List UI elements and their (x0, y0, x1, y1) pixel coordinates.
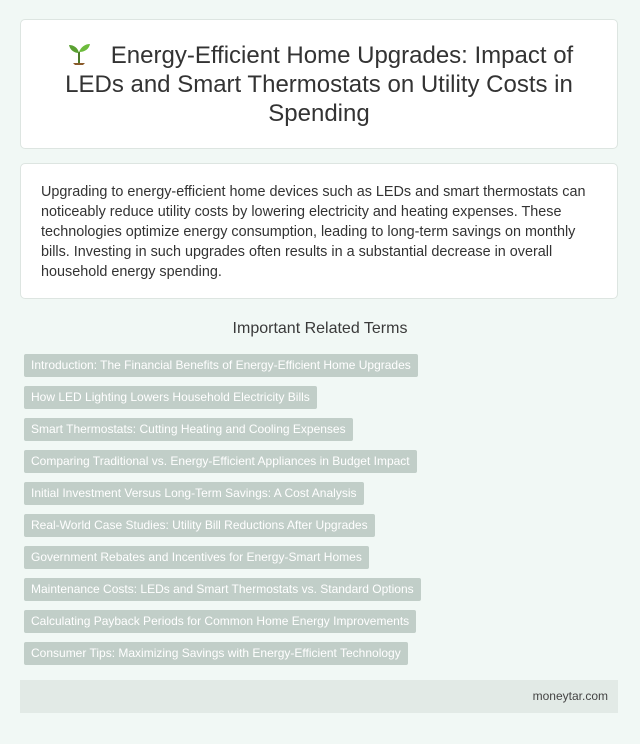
page-title (51, 41, 587, 128)
sprout-icon (65, 41, 93, 65)
term-tag[interactable]: Calculating Payback Periods for Common Home Energy Improvements (24, 610, 416, 633)
footer-site-link[interactable]: moneytar.com (532, 689, 608, 703)
title-card (20, 19, 618, 149)
term-tag[interactable]: Maintenance Costs: LEDs and Smart Thermostats vs. Standard Options (24, 578, 421, 601)
footer (20, 680, 618, 713)
term-tag[interactable]: How LED Lighting Lowers Household Electricity Bills (24, 386, 317, 409)
term-tag[interactable]: Comparing Traditional vs. Energy-Efficient Appliances in Budget Impact (24, 450, 417, 473)
terms-list (24, 354, 624, 674)
term-tag[interactable]: Initial Investment Versus Long-Term Savings: A Cost Analysis (24, 482, 364, 505)
intro-card (20, 163, 618, 299)
term-tag[interactable]: Consumer Tips: Maximizing Savings with Energy-Efficient Technology (24, 642, 408, 665)
intro-text: Upgrading to energy-efficient home devices such as LEDs and smart thermostats can noticeably reduce utility costs by lowering electricity and heating expenses. These technologies optimize energy consumption, leading to long-term savings on monthly bills. Investing in such upgrades often results in a substantial decrease in overall household energy spending. (41, 184, 586, 280)
terms-heading: Important Related Terms (232, 320, 408, 337)
term-tag[interactable]: Smart Thermostats: Cutting Heating and Cooling Expenses (24, 418, 353, 441)
term-tag[interactable]: Real-World Case Studies: Utility Bill Reductions After Upgrades (24, 514, 375, 537)
term-tag[interactable]: Introduction: The Financial Benefits of Energy-Efficient Home Upgrades (24, 354, 418, 377)
page-title-text: Energy-Efficient Home Upgrades: Impact of LEDs and Smart Thermostats on Utility Costs in Spending (65, 41, 574, 127)
term-tag[interactable]: Government Rebates and Incentives for Energy-Smart Homes (24, 546, 369, 569)
